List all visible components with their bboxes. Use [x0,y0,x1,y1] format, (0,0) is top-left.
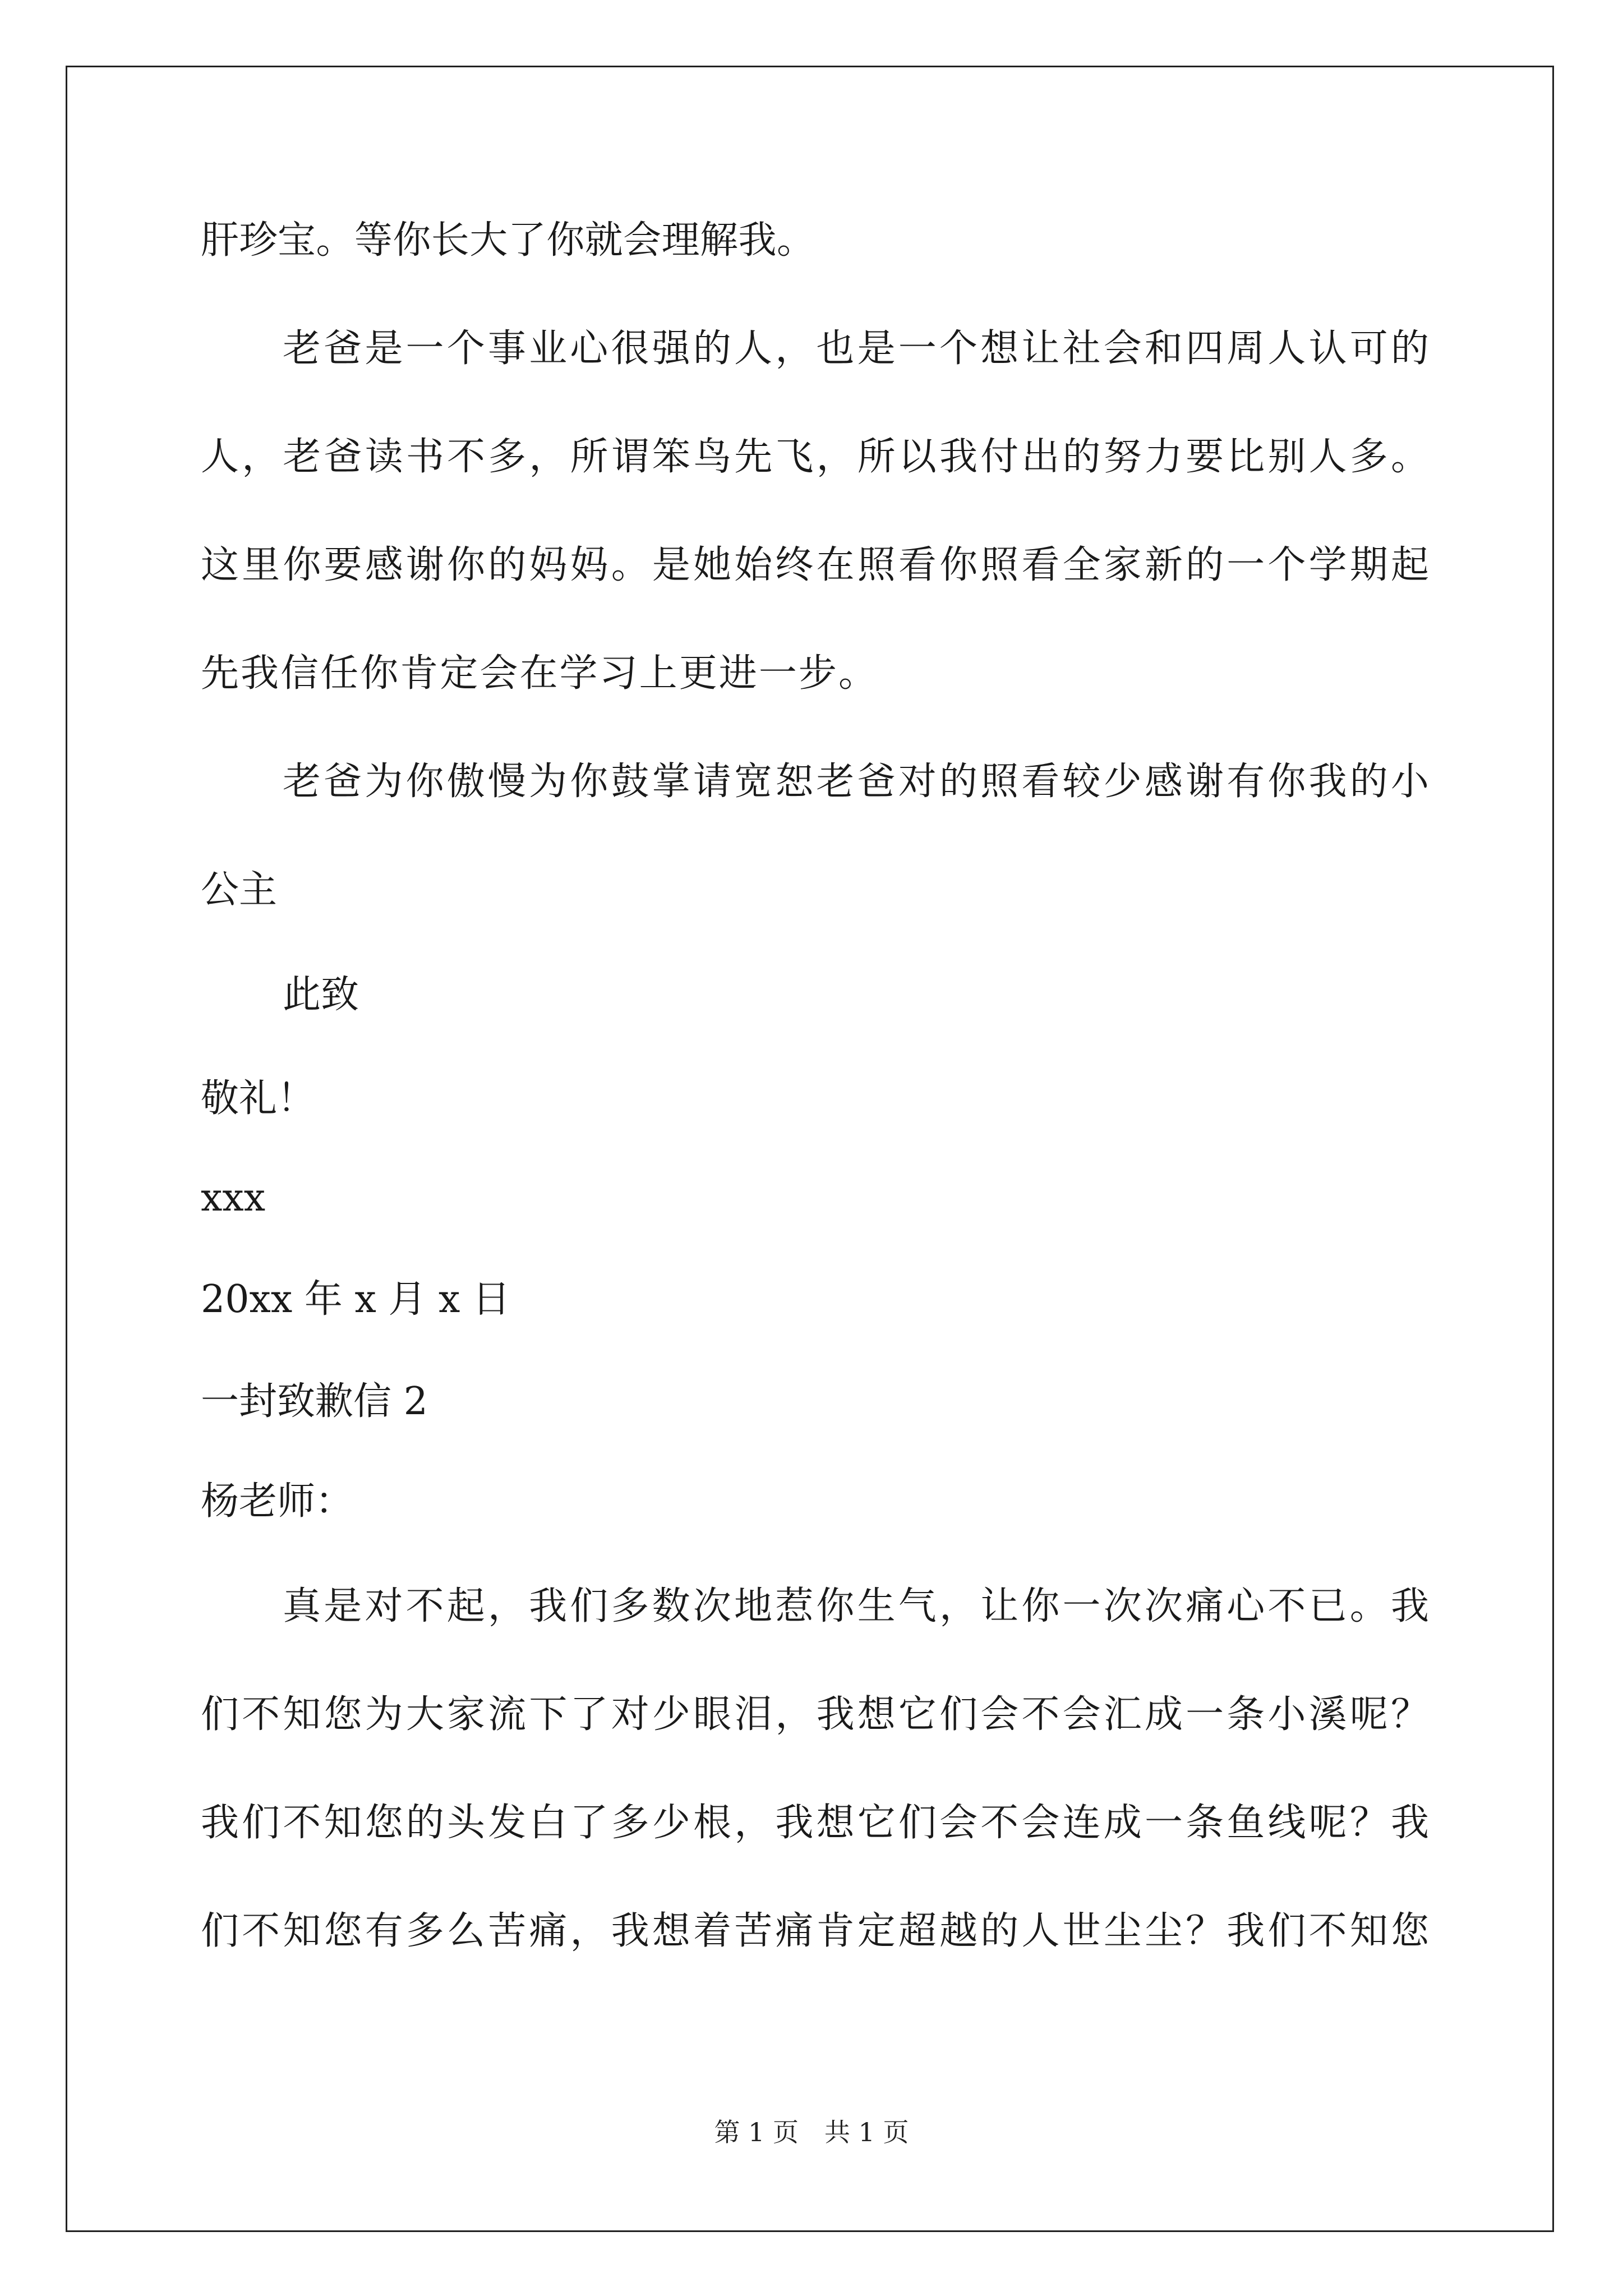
paragraph-line: 老爸是一个事业心很强的人，也是一个想让社会和四周人认可的 [283,326,1429,371]
closing-respect: 敬礼！ [201,1076,316,1121]
letter-date: 20xx 年 x 月 x 日 [201,1277,511,1322]
text-line: 们不知您有多么苦痛，我想着苦痛肯定超越的人世尘尘？我们不知您 [201,1909,1429,1953]
text-line: 们不知您为大家流下了对少眼泪，我想它们会不会汇成一条小溪呢？ [201,1692,1429,1737]
text-line: 肝珍宝。等你长大了你就会理解我。 [201,218,815,263]
text-line: 我们不知您的头发白了多少根，我想它们会不会连成一条鱼线呢？我 [201,1801,1429,1845]
paragraph-line: 真是对不起，我们多数次地惹你生气，让你一次次痛心不已。我 [283,1584,1429,1628]
paragraph-line: 老爸为你傲慢为你鼓掌请宽恕老爸对的照看较少感谢有你我的小 [283,760,1429,804]
text-line: 先我信任你肯定会在学习上更进一步。 [201,651,877,696]
letter-greeting: 杨老师： [201,1479,354,1524]
text-line: 这里你要感谢你的妈妈。是她始终在照看你照看全家新的一个学期起 [201,543,1429,587]
page-border [66,66,1554,2232]
page-footer: 第 1 页 共 1 页 [714,2117,909,2147]
closing-salutation: 此致 [283,973,359,1017]
section-heading: 一封致歉信 2 [201,1379,428,1424]
text-line: 公主 [201,868,278,912]
signature: xxx [201,1176,266,1220]
text-line: 人，老爸读书不多，所谓笨鸟先飞，所以我付出的努力要比别人多。 [201,435,1429,479]
